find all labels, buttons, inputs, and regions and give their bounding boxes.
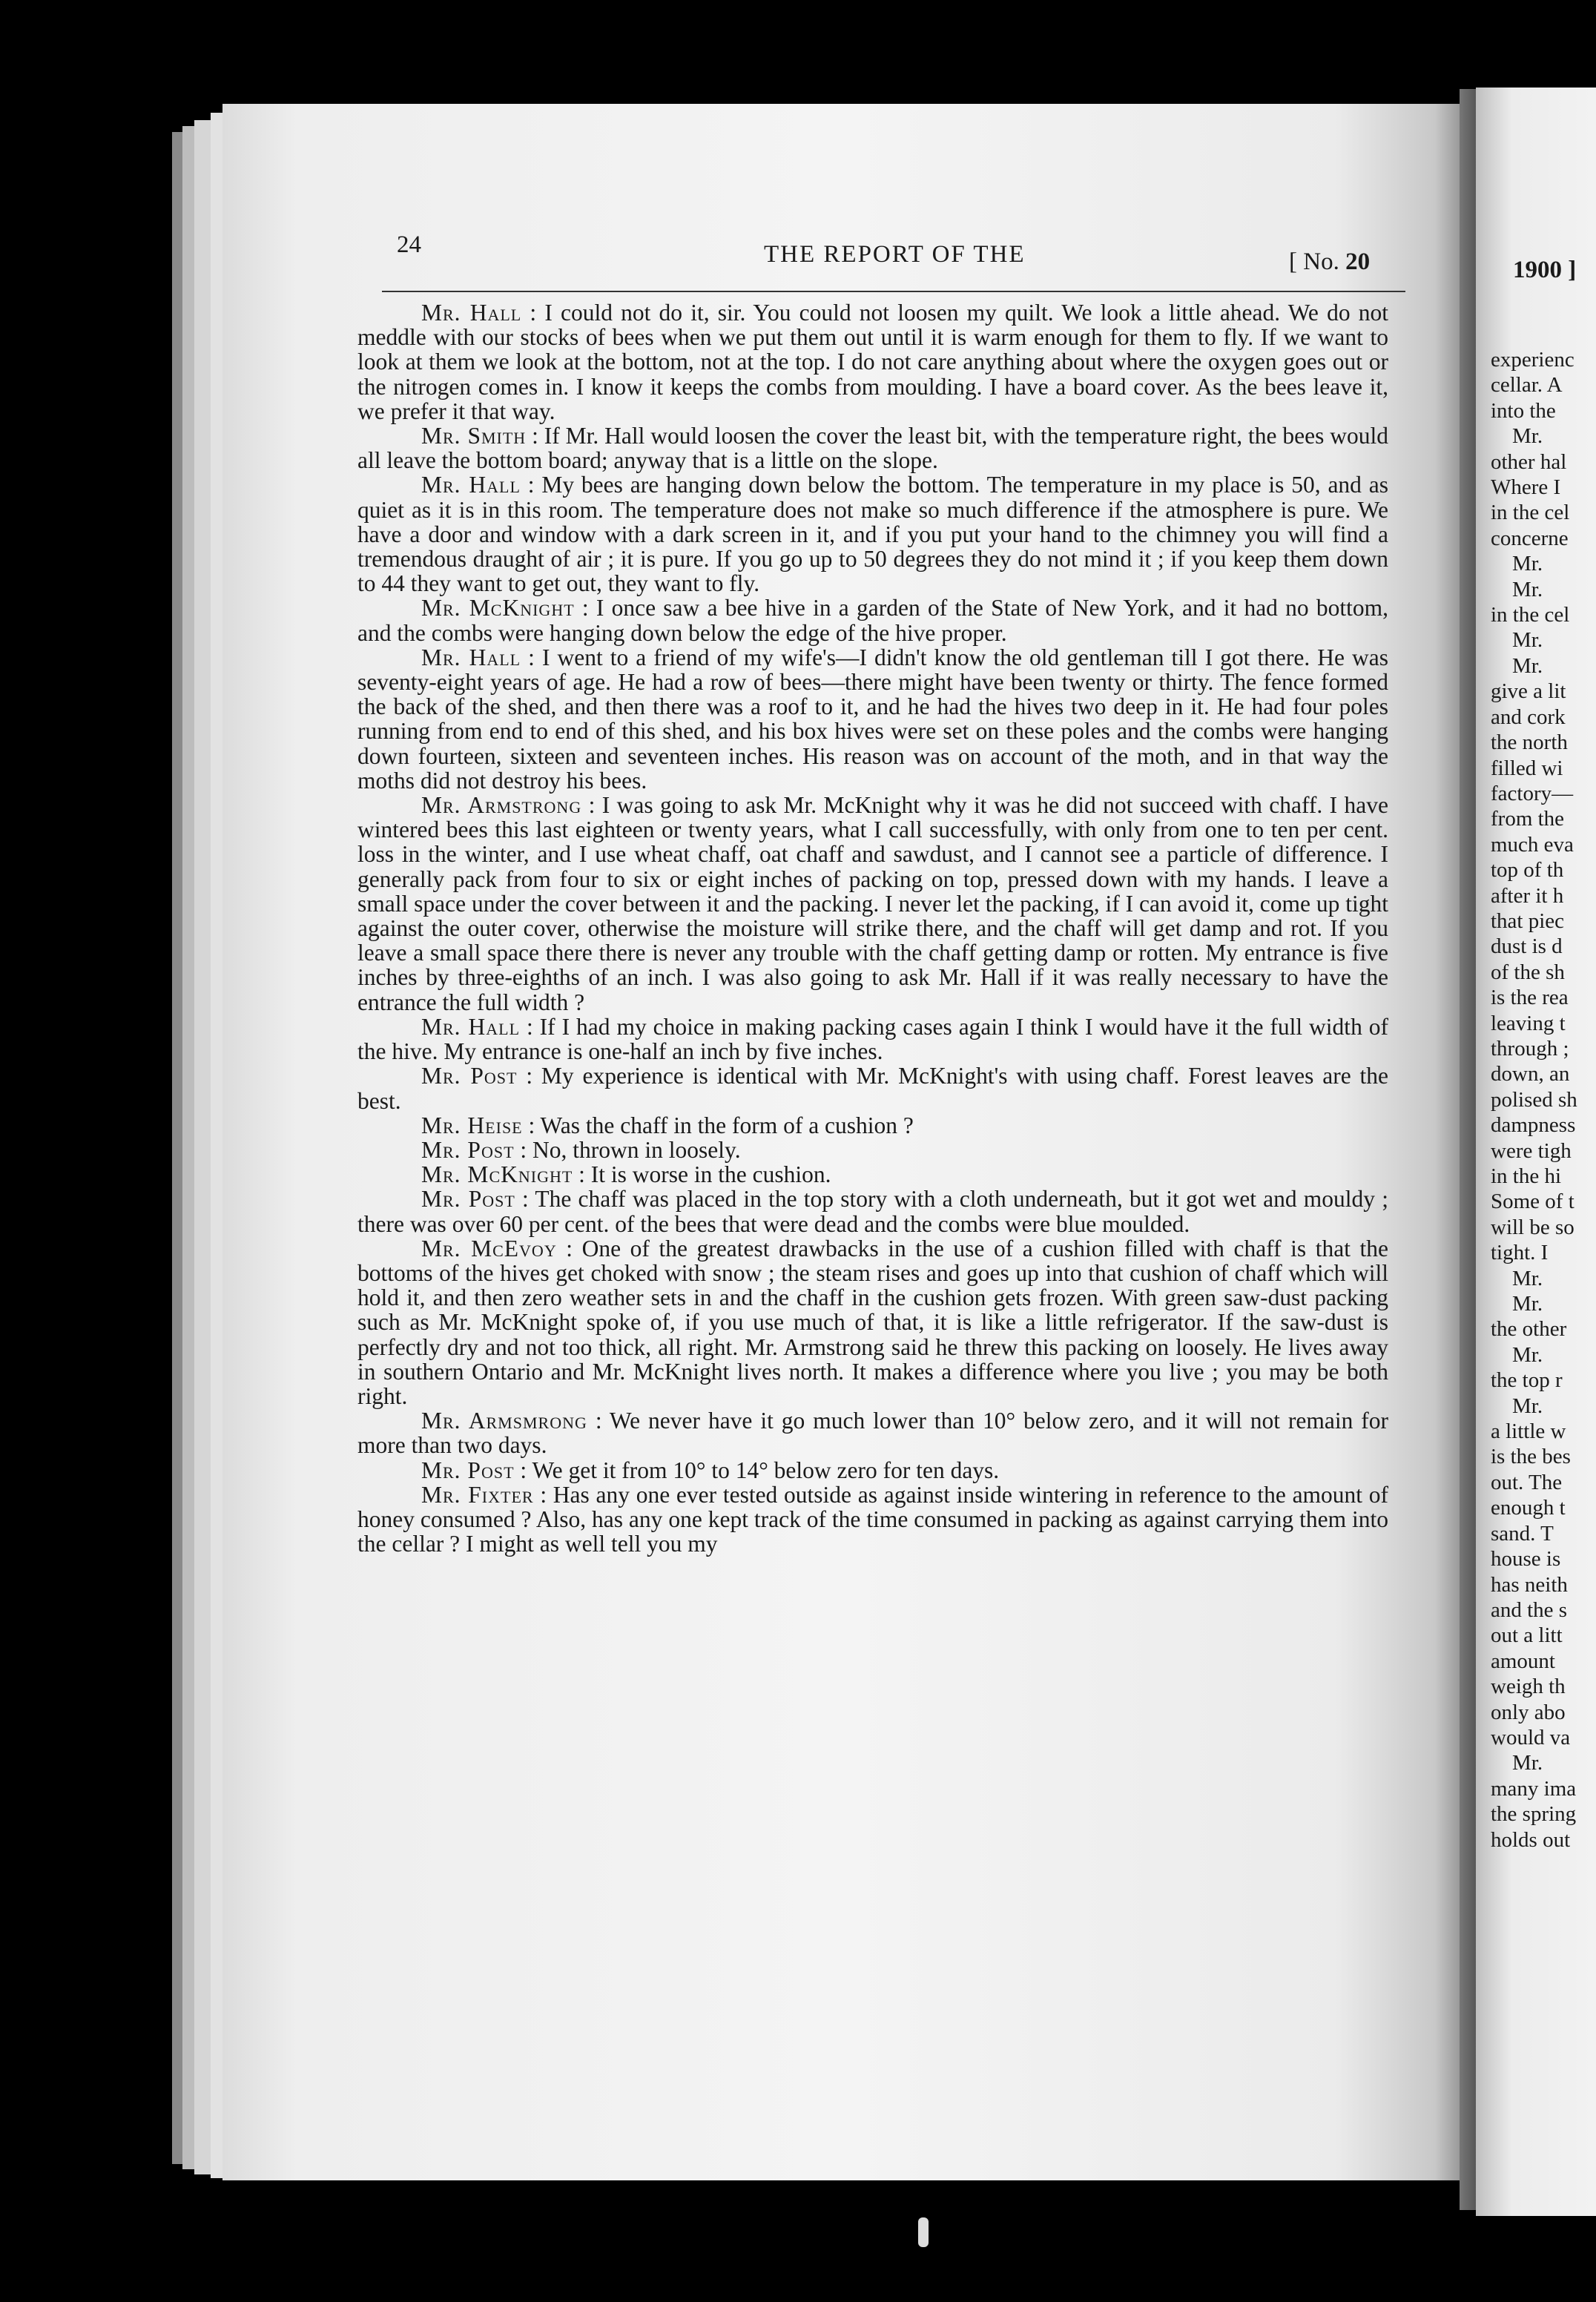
speaker-name: Mr. Hall (421, 1013, 521, 1040)
right-page-line: that piec (1491, 908, 1565, 933)
speaker-text: : I could not do it, sir. You could not loosen my quilt. We look a little ahead. We do not meddle with our stocks of bees when we put them out until it is warm enough for them to fly. If we want to look at them we look at the bottom, not at the top. I do not care anything about where the oxygen goes out or the nitrogen comes in. I know it keeps the combs from moulding. I have a board cover. As the bees leave it, we prefer it that way. (357, 300, 1388, 424)
right-page-line: in the cel (1491, 603, 1570, 627)
speaker-text: : Was the chaff in the form of a cushion ? (528, 1112, 914, 1138)
speaker-text: : I was going to ask Mr. McKnight why it was he did not succeed with chaff. I have wintered bees this last eighteen or twenty years, what I call successfully, with only from one to ten per cent. loss in the winter, and I use wheat chaff, oat chaff and sawdust, and I cannot see a particle of difference. I generally pack from four to six or eight inches of packing on top, pressed down with my hands. I leave a small space under the cover between it and the packing. I never let the packing, if I can avoid it, come up tight against the outer cover, otherwise the moisture will strike there, and the chaff will get damp and rot. If you leave a small space there there is never any trouble with the chaff getting damp or rotten. My entrance is five inches by three-eighths of an inch. I was also going to ask Mr. Hall if it was really necessary to have the entrance the full width ? (357, 792, 1388, 1015)
right-page-line: tight. I (1491, 1241, 1549, 1265)
right-page-text (1491, 347, 1577, 1853)
right-page-line: were tigh (1491, 1138, 1572, 1163)
speaker-text: : Has any one ever tested outside as against inside wintering in reference to the amount of honey consumed ? Also, has any one kept track of the time consumed in packing as against carrying them into the cellar ? I might as well tell you my (357, 1481, 1389, 1557)
right-page-line: Mr. (1491, 1751, 1543, 1775)
speaker-name: Mr. McKnight (421, 1161, 573, 1188)
speaker-name: Mr. Post (421, 1136, 515, 1163)
right-page-line: down, an (1491, 1062, 1570, 1086)
speaker-text: : The chaff was placed in the top story with a cloth underneath, but it got wet and mouldy ; there was over 60 per cent. of the bees that were dead and the combs were blue moulded. (357, 1186, 1388, 1237)
right-page-line: cellar. A (1491, 373, 1563, 398)
speaker-name: Mr. Smith (421, 423, 527, 449)
right-page-line: out a litt (1491, 1623, 1563, 1648)
right-page-line: from the (1491, 807, 1565, 831)
right-page-line: out. The (1491, 1470, 1563, 1494)
speaker-paragraph (357, 1483, 1388, 1557)
speaker-paragraph (357, 645, 1388, 793)
right-page-line: leaving t (1491, 1011, 1566, 1035)
right-page-line: will be so (1491, 1215, 1574, 1239)
scan-mark (918, 2217, 929, 2247)
right-page-line: Mr. (1491, 552, 1543, 576)
speaker-paragraph (357, 1015, 1388, 1063)
right-page-line: is the bes (1491, 1445, 1571, 1469)
speaker-name: Mr. Fixter (421, 1481, 534, 1508)
right-page-line: Where I (1491, 475, 1561, 500)
transcript-body (357, 300, 1388, 1556)
page-stack-edge (182, 126, 194, 2169)
right-page-line: top of th (1491, 858, 1564, 883)
speaker-paragraph (357, 1162, 1388, 1187)
right-page-line: a little w (1491, 1419, 1566, 1444)
speaker-name: Mr. Hall (421, 472, 521, 498)
right-page-line: Mr. (1491, 1292, 1543, 1316)
right-page-line: in the hi (1491, 1164, 1562, 1188)
right-page-line: Mr. (1491, 1342, 1543, 1367)
right-page-line: weigh th (1491, 1675, 1566, 1699)
right-page-line: the north (1491, 730, 1568, 755)
page-stack-edge (172, 132, 182, 2164)
speaker-paragraph (357, 596, 1388, 644)
right-page-line: dampness (1491, 1113, 1576, 1138)
speaker-name: Mr. Post (421, 1186, 515, 1213)
right-page-line: Mr. (1491, 653, 1543, 678)
right-page-line: house is (1491, 1547, 1561, 1572)
right-page-line: amount (1491, 1649, 1555, 1673)
issue-number: [ No. 20 (1289, 248, 1371, 275)
right-page-line: would va (1491, 1725, 1571, 1749)
speaker-name: Mr. McEvoy (421, 1235, 557, 1262)
speaker-name: Mr. Hall (421, 644, 521, 670)
speaker-text: : My bees are hanging down below the bottom. The temperature in my place is 50, and as quiet as it is in this room. The temperature does not make so much difference if the atmosphere is pure. We have a door and window with a dark screen in it, and if you put your hand to the chimney you will find a tremendous draught of air ; it is pure. If you go up to 50 degrees they do not mind it ; if you keep them down to 44 they want to get out, they want to fly. (357, 472, 1388, 597)
right-page-line: after it h (1491, 883, 1564, 908)
speaker-text: : We get it from 10° to 14° below zero for ten days. (520, 1457, 1000, 1483)
speaker-text: : No, thrown in loosely. (520, 1136, 741, 1163)
right-page-line: much eva (1491, 832, 1574, 857)
right-page-line: experienc (1491, 348, 1574, 372)
speaker-name: Mr. McKnight (421, 595, 575, 621)
speaker-paragraph (357, 1113, 1388, 1138)
speaker-paragraph (357, 1187, 1388, 1236)
speaker-text: : I once saw a bee hive in a garden of the State of New York, and it had no bottom, and the combs were hanging down below the edge of the hive proper. (357, 595, 1389, 646)
speaker-name: Mr. Post (421, 1457, 515, 1483)
speaker-text: : If Mr. Hall would loosen the cover the least bit, with the temperature right, the bees would all leave the bottom board; anyway that is a little on the slope. (357, 423, 1389, 474)
right-page-header: 1900 ] (1513, 257, 1577, 283)
right-page-line: other hal (1491, 449, 1567, 474)
right-page-line: polised sh (1491, 1087, 1577, 1112)
speaker-paragraph (357, 423, 1388, 472)
right-page-line: many ima (1491, 1776, 1577, 1801)
right-page-line: into the (1491, 398, 1556, 423)
right-page-line: give a lit (1491, 679, 1566, 704)
header-rule (382, 291, 1405, 292)
right-page-line: and the s (1491, 1597, 1568, 1622)
right-page-line: filled wi (1491, 756, 1563, 780)
speaker-paragraph (357, 1063, 1388, 1112)
right-page-line: Mr. (1491, 1394, 1543, 1418)
speaker-name: Mr. Post (421, 1063, 518, 1089)
speaker-text: : It is worse in the cushion. (578, 1161, 831, 1188)
speaker-paragraph (357, 793, 1388, 1015)
right-page-line: the spring (1491, 1802, 1577, 1827)
right-page-line: sand. T (1491, 1521, 1554, 1546)
speaker-text: : We never have it go much lower than 10° below zero, and it will not remain for more than two days. (357, 1408, 1389, 1459)
right-page-line: is the rea (1491, 986, 1569, 1010)
speaker-name: Mr. Armsmrong (421, 1408, 587, 1434)
speaker-paragraph (357, 300, 1388, 423)
right-page-line: through ; (1491, 1036, 1569, 1061)
right-page-line: of the sh (1491, 960, 1565, 984)
speaker-paragraph (357, 1458, 1388, 1483)
speaker-paragraph (357, 1236, 1388, 1408)
speaker-text: : My experience is identical with Mr. McKnight's with using chaff. Forest leaves are the best. (357, 1063, 1388, 1114)
speaker-text: : One of the greatest drawbacks in the use of a cushion filled with chaff is that the bottoms of the hives get choked with snow ; the steam rises and goes up into that cushion of chaff which will hold it, and then zero weather sets in and the chaff in the cushion gets frozen. With green saw-dust packing such as Mr. McKnight spoke of, if you use much of that, it is like a little refrigerator. If the saw-dust is perfectly dry and not too thick, all right. Mr. Armstrong said he threw this packing on loosely. He lives away in southern Ontario and Mr. McKnight lives north. It makes a difference where you live ; you may be both right. (357, 1235, 1389, 1409)
right-page-line: has neith (1491, 1572, 1568, 1597)
right-page-line: Mr. (1491, 424, 1543, 449)
speaker-text: : I went to a friend of my wife's—I didn't know the old gentleman till I got there. He was seventy-eight years of age. He had a row of bees—there might have been twenty or thirty. The fence formed the back of the shed, and then there was a roof to it, and he had the hives two deep in it. He had four poles running from end to end of this shed, and his box hives were set on these poles and the combs were hanging down fourteen, sixteen and seventeen inches. His reason was on account of the moth, and in that way the moths did not destroy his bees. (357, 644, 1389, 794)
right-page-line: and cork (1491, 705, 1566, 729)
right-page-line: factory— (1491, 781, 1574, 805)
running-head: THE REPORT OF THE (764, 241, 1026, 268)
speaker-name: Mr. Heise (421, 1112, 523, 1138)
right-page-line: only abo (1491, 1700, 1566, 1724)
right-page (1476, 88, 1596, 2216)
page-number: 24 (397, 231, 421, 258)
right-page-line: Mr. (1491, 577, 1543, 601)
right-page-line: holds out (1491, 1827, 1571, 1852)
speaker-text: : If I had my choice in making packing cases again I think I would have it the full width of the hive. My entrance is one-half an inch by five inches. (357, 1013, 1388, 1065)
right-page-line: in the cel (1491, 501, 1570, 525)
right-page-line: the top r (1491, 1368, 1563, 1393)
right-page-line: Mr. (1491, 628, 1543, 653)
page-stack-edge (194, 120, 211, 2174)
right-page-line: Some of t (1491, 1190, 1574, 1214)
speaker-paragraph (357, 1408, 1388, 1457)
right-page-line: the other (1491, 1317, 1567, 1342)
right-page-line: Mr. (1491, 1266, 1543, 1290)
speaker-name: Mr. Armstrong (421, 792, 582, 819)
right-page-line: concerne (1491, 526, 1569, 550)
speaker-paragraph (357, 1138, 1388, 1162)
speaker-paragraph (357, 472, 1388, 596)
right-page-line: dust is d (1491, 934, 1563, 959)
right-page-line: enough t (1491, 1496, 1566, 1520)
speaker-name: Mr. Hall (421, 300, 522, 326)
